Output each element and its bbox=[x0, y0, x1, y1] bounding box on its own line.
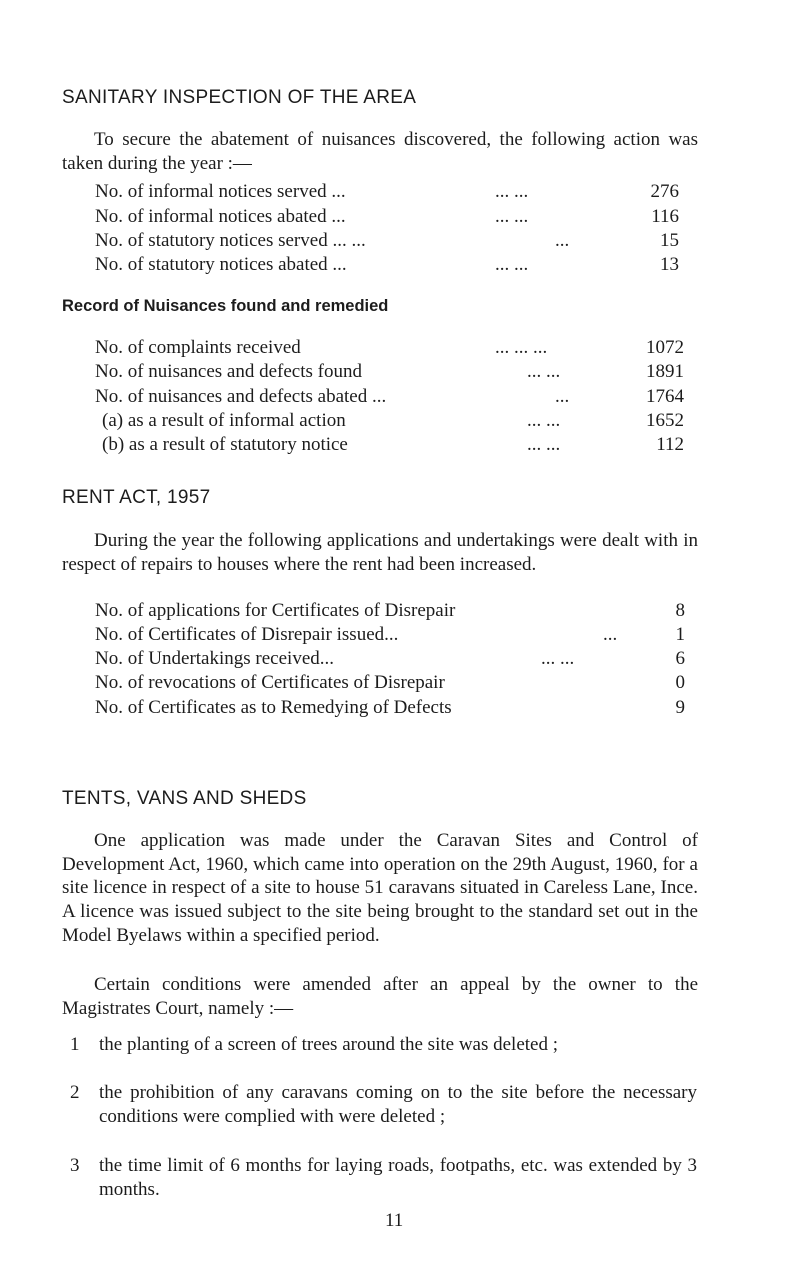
page-number: 11 bbox=[385, 1210, 404, 1231]
tents-paragraph bbox=[62, 829, 698, 948]
condition-number: 3 bbox=[70, 1155, 80, 1176]
rent-item-dots: ... bbox=[603, 624, 618, 645]
conditions-intro-text: Certain conditions were amended after an appeal by the owner to the Magistrates Court, namely :— bbox=[62, 974, 698, 1019]
notice-row bbox=[95, 180, 699, 204]
record-label: No. of nuisances and defects abated ... bbox=[95, 386, 387, 407]
record-row bbox=[95, 336, 699, 360]
rent-item-row bbox=[95, 647, 685, 671]
tents-heading: TENTS, VANS AND SHEDS bbox=[62, 788, 307, 809]
notice-value: 276 bbox=[650, 181, 679, 202]
rent-item-label: No. of Certificates of Disrepair issued... bbox=[95, 624, 399, 645]
rent-item-row bbox=[95, 671, 685, 695]
rent-item-label: No. of applications for Certificates of Disrepair bbox=[95, 600, 456, 621]
condition-item bbox=[70, 1154, 698, 1202]
rent-act-heading: RENT ACT, 1957 bbox=[62, 487, 211, 508]
section-heading-sanitary: SANITARY INSPECTION OF THE AREA bbox=[62, 87, 417, 108]
rent-item-value: 9 bbox=[675, 697, 685, 718]
intro-text: To secure the abatement of nuisances discovered, the following action was taken during the year :— bbox=[62, 129, 698, 174]
notice-dots: ... bbox=[555, 230, 570, 251]
rent-item-value: 0 bbox=[675, 672, 685, 693]
condition-text: the planting of a screen of trees around the site was deleted ; bbox=[99, 1034, 558, 1055]
record-dots: ... ... bbox=[527, 410, 561, 431]
notice-value: 13 bbox=[660, 254, 679, 275]
notice-label: No. of statutory notices abated ... bbox=[95, 254, 347, 275]
notice-label: No. of informal notices served ... bbox=[95, 181, 346, 202]
record-row bbox=[102, 409, 699, 433]
rent-item-label: No. of revocations of Certificates of Disrepair bbox=[95, 672, 445, 693]
rent-intro-paragraph bbox=[62, 529, 698, 577]
notice-row bbox=[95, 229, 699, 253]
condition-number: 1 bbox=[70, 1034, 80, 1055]
rent-item-value: 6 bbox=[675, 648, 685, 669]
notice-label: No. of statutory notices served ... ... bbox=[95, 230, 366, 251]
record-heading: Record of Nuisances found and remedied bbox=[62, 297, 389, 315]
record-row bbox=[95, 360, 699, 384]
rent-item-row bbox=[95, 696, 685, 720]
rent-item-label: No. of Undertakings received... bbox=[95, 648, 335, 669]
record-value: 112 bbox=[656, 434, 684, 455]
notice-row bbox=[95, 205, 699, 229]
rent-intro-text: During the year the following applications and undertakings were dealt with in respect of repairs to houses where the rent had been increased. bbox=[62, 530, 698, 575]
record-row bbox=[95, 385, 699, 409]
tents-text: One application was made under the Caravan Sites and Control of Development Act, 1960, which came into operation on the 29th August, 1960, for a site licence in respect of a site to house 51 caravans situated in Careless Lane, Ince. A licence was issued subject to the site being brought to the standard set out in the Model Byelaws within a specified period. bbox=[62, 830, 698, 946]
record-dots: ... ... bbox=[527, 361, 561, 382]
record-value: 1072 bbox=[646, 337, 684, 358]
condition-text: the time limit of 6 months for laying roads, footpaths, etc. was extended by 3 months. bbox=[99, 1155, 697, 1200]
conditions-intro-paragraph bbox=[62, 973, 698, 1020]
notice-row bbox=[95, 253, 699, 277]
rent-item-value: 1 bbox=[675, 624, 685, 645]
record-dots: ... ... bbox=[527, 434, 561, 455]
notice-label: No. of informal notices abated ... bbox=[95, 206, 346, 227]
record-dots: ... bbox=[555, 386, 570, 407]
record-row bbox=[102, 433, 699, 457]
intro-paragraph bbox=[62, 128, 698, 176]
record-label: (b) as a result of statutory notice bbox=[102, 434, 348, 455]
rent-item-row bbox=[95, 623, 685, 647]
condition-number: 2 bbox=[70, 1082, 80, 1103]
rent-item-label: No. of Certificates as to Remedying of Defects bbox=[95, 697, 452, 718]
notice-dots: ... ... bbox=[495, 206, 529, 227]
notice-value: 15 bbox=[660, 230, 679, 251]
condition-item bbox=[70, 1081, 698, 1129]
rent-item-dots: ... ... bbox=[541, 648, 575, 669]
record-dots: ... ... ... bbox=[495, 337, 548, 358]
record-label: No. of nuisances and defects found bbox=[95, 361, 362, 382]
condition-text: the prohibition of any caravans coming on to the site before the necessary conditions were complied with were deleted ; bbox=[99, 1082, 697, 1127]
rent-item-row bbox=[95, 599, 685, 623]
notice-value: 116 bbox=[651, 206, 679, 227]
record-value: 1652 bbox=[646, 410, 684, 431]
rent-item-value: 8 bbox=[675, 600, 685, 621]
record-value: 1891 bbox=[646, 361, 684, 382]
record-label: No. of complaints received bbox=[95, 337, 301, 358]
record-label: (a) as a result of informal action bbox=[102, 410, 346, 431]
condition-item bbox=[70, 1033, 698, 1057]
record-value: 1764 bbox=[646, 386, 684, 407]
notice-dots: ... ... bbox=[495, 254, 529, 275]
notice-dots: ... ... bbox=[495, 181, 529, 202]
